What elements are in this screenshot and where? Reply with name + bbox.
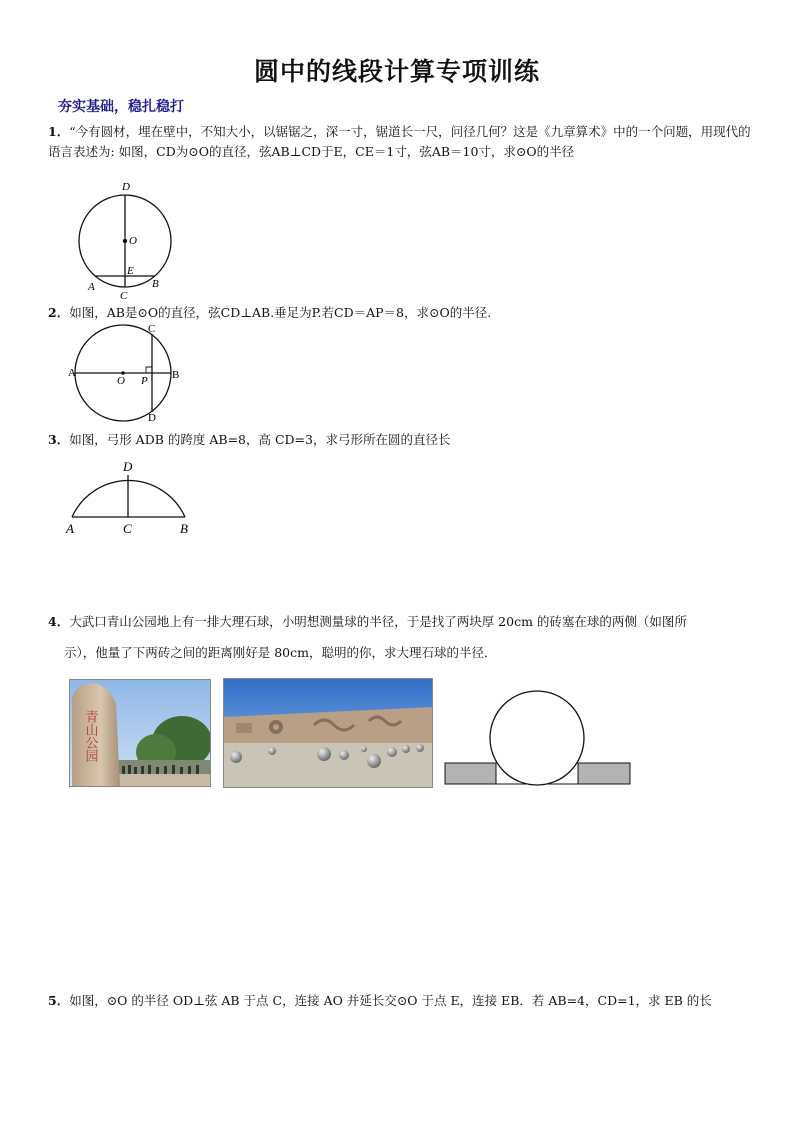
rock-inscription: 青山公园	[82, 710, 98, 762]
label-a: A	[68, 367, 76, 379]
label-e: E	[127, 265, 134, 277]
brick-right	[578, 763, 630, 784]
question-1	[48, 122, 754, 162]
question-number: 2．	[48, 305, 70, 320]
question-text: 如图，弓形 ADB 的跨度 AB=8，高 CD=3，求弓形所在圆的直径长	[69, 432, 451, 447]
label-c: C	[123, 521, 132, 536]
question-3	[48, 430, 754, 450]
photo-park-sign-rock	[69, 679, 211, 787]
label-o: O	[129, 235, 137, 247]
label-b: B	[152, 278, 159, 290]
label-b: B	[180, 521, 188, 536]
label-d: D	[148, 412, 156, 424]
question-number: 3．	[48, 432, 70, 447]
label-a: A	[88, 281, 95, 293]
section-heading: 夯实基础，稳扎稳打	[58, 99, 184, 115]
right-angle-mark	[146, 367, 152, 373]
label-c: C	[120, 290, 128, 302]
question-text: 如图，AB是⊙O的直径，弦CD⊥AB.垂足为P.若CD＝AP＝8，求⊙O的半径.	[69, 305, 492, 320]
question-4-continued	[64, 643, 770, 663]
question-number: 4．	[48, 614, 70, 629]
label-b: B	[172, 369, 180, 381]
question-number: 1．	[48, 124, 70, 139]
question-text-line2: 示），他量了下两砖之间的距离刚好是 80cm，聪明的你，求大理石球的半径．	[64, 645, 497, 660]
question-text-line1: 大武口青山公园地上有一排大理石球，小明想测量球的半径，于是找了两块厚 20cm 的砖塞在球的两侧（如图所	[69, 614, 687, 629]
figure-q4-ball-bricks	[444, 688, 632, 788]
question-5	[48, 991, 754, 1011]
figure-q2-circle-diameter	[64, 322, 190, 426]
figure-q3-segment	[62, 456, 198, 538]
question-text: 如图，⊙O 的半径 OD⊥弦 AB 于点 C，连接 AO 并延长交⊙O 于点 E，连接 EB．若 AB=4，CD=1，求 EB 的长	[69, 993, 712, 1008]
question-4	[48, 612, 754, 632]
page-title: 圆中的线段计算专项训练	[253, 57, 540, 86]
photo-marble-balls	[223, 678, 433, 788]
label-c: C	[148, 323, 156, 335]
label-a: A	[66, 521, 74, 536]
question-2	[48, 303, 754, 323]
brick-left	[445, 763, 496, 784]
question-text: “今有圆材，埋在壁中，不知大小，以锯锯之，深一寸，锯道长一尺，问径几何？这是《九章算术》中的一个问题，用现代的语言表述为: 如图，CD为⊙O的直径，弦AB⊥CD于E，CE＝1寸，弦AB＝10寸，求⊙O的半径	[48, 124, 751, 159]
label-o: O	[117, 375, 125, 387]
figure-q1-circle-chord	[70, 178, 180, 302]
label-d: D	[122, 181, 130, 193]
label-p: P	[141, 375, 148, 387]
question-number: 5．	[48, 993, 70, 1008]
center-point	[123, 239, 127, 243]
marble-ball	[490, 691, 584, 785]
label-d: D	[123, 459, 133, 474]
